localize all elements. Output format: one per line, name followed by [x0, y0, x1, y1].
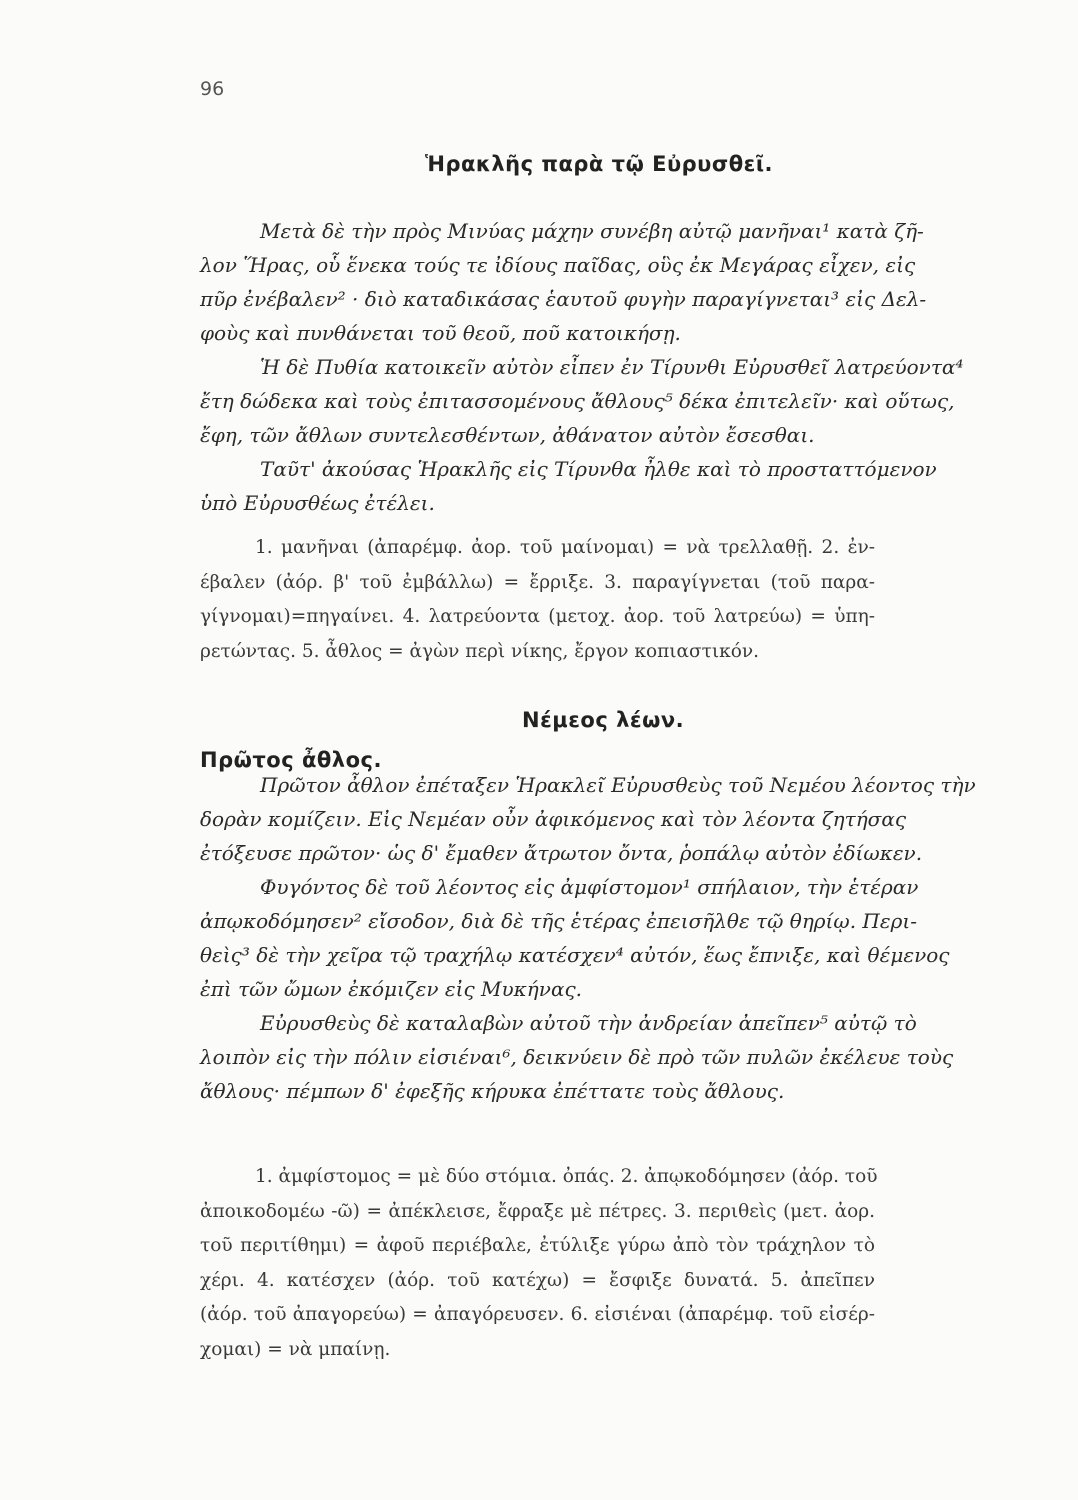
labor-line: ἀπῳκοδόμησεν² εἴσοδον, διὰ δὲ τῆς ἑτέρας ἐπεισῆλθε τῷ θηρίῳ. Περι- — [200, 909, 917, 933]
footnote-line: τοῦ περιτίθημι) = ἀφοῦ περιέβαλε, ἐτύλιξε γύρω ἀπὸ τὸν τράχηλον τὸ — [200, 1235, 875, 1256]
footnote-line: ἀποικοδομέω -ῶ) = ἀπέκλεισε, ἔφραξε μὲ πέτρες. 3. περιθεὶς (μετ. ἀορ. — [200, 1200, 875, 1222]
story-line: Ἡ δὲ Πυθία κατοικεῖν αὐτὸν εἶπεν ἐν Τίρυνθι Εὐρυσθεῖ λατρεύοντα⁴ — [260, 355, 964, 379]
story-line: λον Ἥρας, οὗ ἕνεκα τούς τε ἰδίους παῖδας, οὓς ἐκ Μεγάρας εἶχεν, εἰς — [200, 253, 916, 277]
story-footnotes — [200, 531, 875, 669]
story-text — [200, 214, 964, 520]
labor-line: λοιπὸν εἰς τὴν πόλιν εἰσιέναι⁶, δεικνύειν δὲ πρὸ τῶν πυλῶν ἐκέλευε τοὺς — [200, 1045, 954, 1069]
labor-line: Εὐρυσθεὺς δὲ καταλαβὼν αὐτοῦ τὴν ἀνδρείαν ἀπεῖπεν⁵ αὐτῷ τὸ — [260, 1011, 917, 1035]
footnote-line: (ἀόρ. τοῦ ἀπαγορεύω) = ἀπαγόρευσεν. 6. εἰσιέναι (ἀπαρέμφ. τοῦ εἰσέρ- — [200, 1304, 875, 1325]
story-line: πῦρ ἐνέβαλεν² · διὸ καταδικάσας ἑαυτοῦ φυγὴν παραγίγνεται³ εἰς Δελ- — [200, 287, 927, 311]
footnote-line: γίγνομαι)=πηγαίνει. 4. λατρεύοντα (μετοχ. ἀορ. τοῦ λατρεύω) = ὑπη- — [200, 606, 875, 627]
footnote-line: ρετώντας. 5. ἆθλος = ἀγὼν περὶ νίκης, ἔργον κοπιαστικόν. — [200, 640, 759, 662]
labor-line: θεὶς³ δὲ τὴν χεῖρα τῷ τραχήλῳ κατέσχεν⁴ αὐτόν, ἕως ἔπνιξε, καὶ θέμενος — [200, 943, 950, 967]
page-number: 96 — [200, 78, 225, 100]
story-line: Ταῦτ' ἀκούσας Ἡρακλῆς εἰς Τίρυνθα ἦλθε καὶ τὸ προσταττόμενον — [260, 457, 937, 481]
labor-line: ἐτόξευσε πρῶτον· ὡς δ' ἔμαθεν ἄτρωτον ὄντα, ῥοπάλῳ αὐτὸν ἐδίωκεν. — [200, 841, 923, 865]
labor-text — [200, 768, 976, 1108]
story-line: Μετὰ δὲ τὴν πρὸς Μινύας μάχην συνέβη αὐτῷ μανῆναι¹ κατὰ ζῆ- — [260, 219, 924, 243]
story-line: ἔτη δώδεκα καὶ τοὺς ἐπιτασσομένους ἄθλους⁵ δέκα ἐπιτελεῖν· καὶ οὕτως, — [200, 389, 955, 413]
footnote-line: χέρι. 4. κατέσχεν (ἀόρ. τοῦ κατέχω) = ἔσφιξε δυνατά. 5. ἀπεῖπεν — [200, 1269, 875, 1291]
story-line: φοὺς καὶ πυνθάνεται τοῦ θεοῦ, ποῦ κατοικήσῃ. — [200, 321, 681, 345]
labor-footnotes — [200, 1160, 878, 1367]
footnote-line: έβαλεν (ἀόρ. β' τοῦ ἐμβάλλω) = ἔρριξε. 3. παραγίγνεται (τοῦ παρα- — [200, 571, 875, 593]
footnote-line: 1. ἀμφίστομος = μὲ δύο στόμια. ὀπάς. 2. ἀπῳκοδόμησεν (ἀόρ. τοῦ — [255, 1166, 878, 1187]
footnote-line: χομαι) = νὰ μπαίνῃ. — [200, 1338, 391, 1360]
story-line: ὑπὸ Εὐρυσθέως ἐτέλει. — [200, 491, 435, 515]
labor-line: ἄθλους· πέμπων δ' ἐφεξῆς κήρυκα ἐπέττατε τοὺς ἄθλους. — [200, 1079, 785, 1103]
story-line: ἔφη, τῶν ἄθλων συντελεσθέντων, ἀθάνατον αὐτὸν ἔσεσθαι. — [200, 423, 815, 447]
labor-number-heading: Πρῶτος ἆθλος. — [200, 748, 382, 772]
story-title: Ἡρακλῆς παρὰ τῷ Εὐρυσθεῖ. — [425, 152, 773, 176]
labor-line: ἐπὶ τῶν ὤμων ἐκόμιζεν εἰς Μυκήνας. — [200, 977, 583, 1001]
labor-line: δορὰν κομίζειν. Εἰς Νεμέαν οὖν ἀφικόμενος καὶ τὸν λέοντα ζητήσας — [200, 807, 907, 831]
labor-title: Νέμεος λέων. — [522, 708, 685, 732]
footnote-line: 1. μανῆναι (ἀπαρέμφ. ἀορ. τοῦ μαίνομαι) = νὰ τρελλαθῇ. 2. ἐν- — [255, 537, 875, 558]
labor-line: Φυγόντος δὲ τοῦ λέοντος εἰς ἀμφίστομον¹ σπήλαιον, τὴν ἑτέραν — [260, 875, 919, 899]
labor-line: Πρῶτον ἆθλον ἐπέταξεν Ἡρακλεῖ Εὐρυσθεὺς τοῦ Νεμέου λέοντος τὴν — [260, 773, 976, 797]
